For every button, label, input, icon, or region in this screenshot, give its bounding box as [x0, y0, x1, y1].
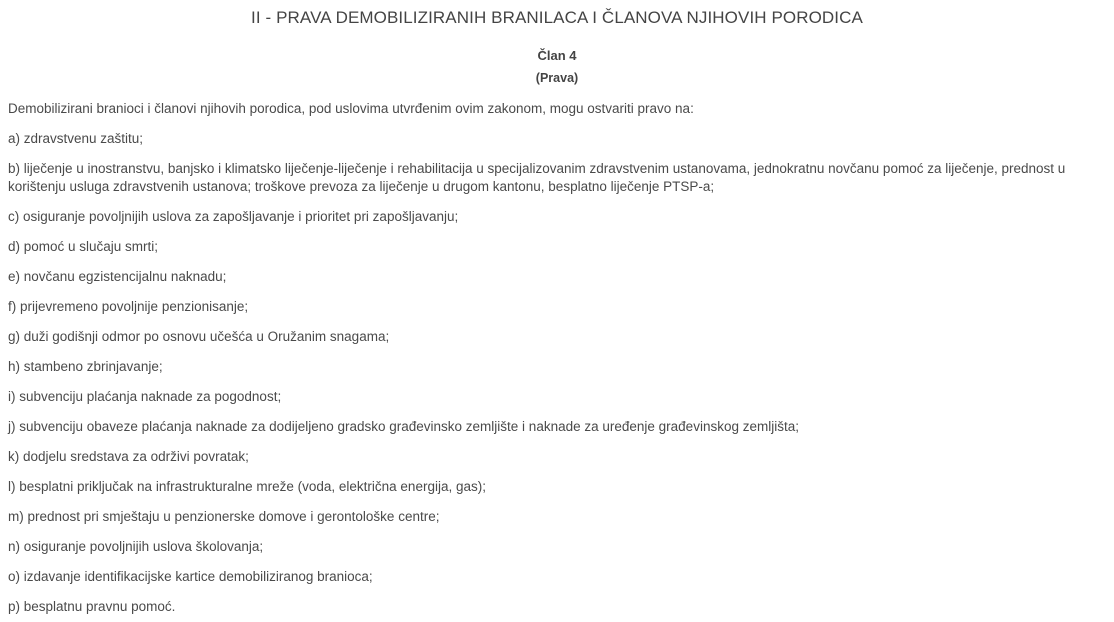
list-item: c) osiguranje povoljnijih uslova za zapošljavanje i prioritet pri zapošljavanju;	[8, 209, 459, 224]
list-item: l) besplatni priključak na infrastrukturalne mreže (voda, električna energija, gas);	[8, 479, 486, 494]
list-item: a) zdravstvenu zaštitu;	[8, 131, 144, 146]
rights-list	[8, 130, 1106, 616]
list-item: k) dodjelu sredstava za održivi povratak;	[8, 449, 249, 464]
article-number: Član 4	[537, 48, 577, 63]
list-item: g) duži godišnji odmor po osnovu učešća u Oružanim snagama;	[8, 329, 390, 344]
chapter-title: II - PRAVA DEMOBILIZIRANIH BRANILACA I ČLANOVA NJIHOVIH PORODICA	[251, 8, 863, 27]
list-item: o) izdavanje identifikacijske kartice demobiliziranog branioca;	[8, 569, 373, 584]
list-item: h) stambeno zbrinjavanje;	[8, 359, 163, 374]
list-item: b) liječenje u inostranstvu, banjsko i klimatsko liječenje-liječenje i rehabilitacija u specijalizovanim zdravstvenim ustanovama, jednokratnu novčanu pomoć za liječenje, prednost u korištenju usluga zdravstvenih ustanova; troškove prevoza za liječenje u drugom kantonu, besplatno liječenje PTSP-a;	[8, 161, 1066, 194]
list-item: i) subvenciju plaćanja naknade za pogodnost;	[8, 389, 282, 404]
article-intro: Demobilizirani branioci i članovi njihovih porodica, pod uslovima utvrđenim ovim zakonom, mogu ostvariti pravo na:	[8, 101, 694, 116]
list-item: f) prijevremeno povoljnije penzionisanje;	[8, 299, 249, 314]
list-item: d) pomoć u slučaju smrti;	[8, 239, 159, 254]
article-subtitle: (Prava)	[535, 71, 579, 85]
list-item: e) novčanu egzistencijalnu naknadu;	[8, 269, 227, 284]
list-item: p) besplatnu pravnu pomoć.	[8, 599, 176, 614]
list-item: n) osiguranje povoljnijih uslova školovanja;	[8, 539, 264, 554]
list-item: j) subvenciju obaveze plaćanja naknade za dodijeljeno gradsko građevinsko zemljište i naknade za uređenje građevinskog zemljišta;	[8, 419, 799, 434]
list-item: m) prednost pri smještaju u penzionerske domove i gerontološke centre;	[8, 509, 440, 524]
